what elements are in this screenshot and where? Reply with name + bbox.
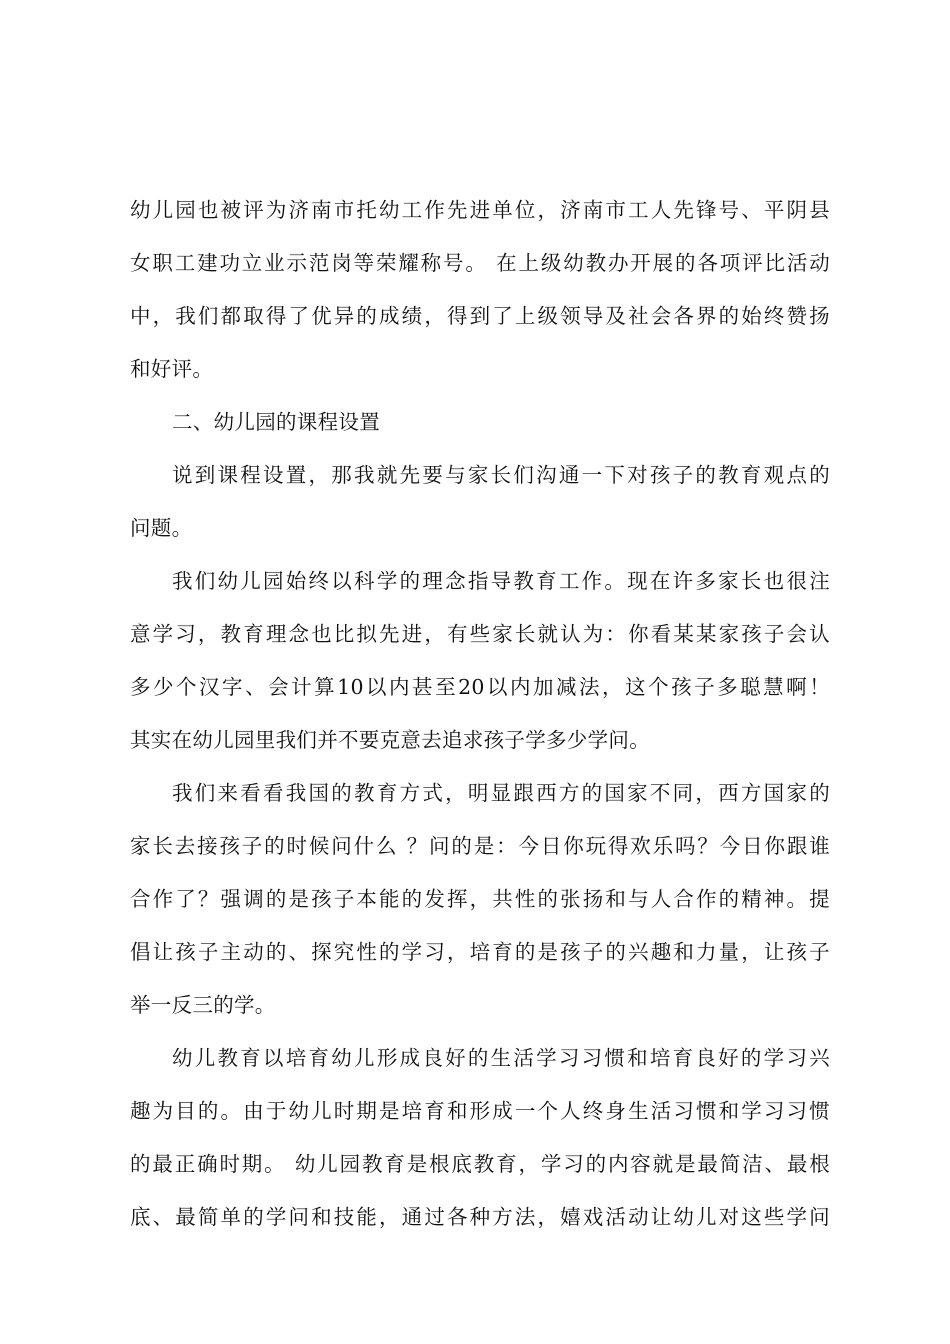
- section-heading: 二、幼儿园的课程设置: [172, 410, 380, 434]
- text-line: 女职工建功立业示范岗等荣耀称号。 在上级幼教办开展的各项评比活动: [130, 251, 830, 275]
- text-line: 意学习，教育理念也比拟先进，有些家长就认为：你看某某家孩子会认: [130, 622, 830, 646]
- text-line: 说到课程设置，那我就先要与家长们沟通一下对孩子的教育观点的: [172, 463, 830, 487]
- text-line: 多少个汉字、会计算10以内甚至20以内加减法，这个孩子多聪慧啊！: [130, 675, 830, 699]
- text-line: 的最正确时期。 幼儿园教育是根底教育，学习的内容就是最简洁、最根: [130, 1152, 830, 1176]
- text-line: 我们幼儿园始终以科学的理念指导教育工作。现在许多家长也很注: [172, 569, 830, 593]
- text-line: 问题。: [130, 516, 193, 540]
- text-line: 我们来看看我国的教育方式，明显跟西方的国家不同，西方国家的: [172, 781, 830, 805]
- text-line: 倡让孩子主动的、探究性的学习，培育的是孩子的兴趣和力量，让孩子: [130, 940, 830, 964]
- text-line: 幼儿教育以培育幼儿形成良好的生活学习习惯和培育良好的学习兴: [172, 1046, 830, 1070]
- text-line: 合作了？强调的是孩子本能的发挥，共性的张扬和与人合作的精神。提: [130, 887, 830, 911]
- text-line: 幼儿园也被评为济南市托幼工作先进单位，济南市工人先锋号、平阴县: [130, 198, 830, 222]
- text-line: 和好评。: [130, 357, 214, 381]
- text-line: 其实在幼儿园里我们并不要克意去追求孩子学多少学问。: [130, 728, 650, 752]
- text-line: 底、最简单的学问和技能，通过各种方法，嬉戏活动让幼儿对这些学问: [130, 1205, 830, 1229]
- text-line: 举一反三的学。: [130, 993, 276, 1017]
- text-line: 趣为目的。由于幼儿时期是培育和形成一个人终身生活习惯和学习习惯: [130, 1099, 830, 1123]
- text-line: 中，我们都取得了优异的成绩，得到了上级领导及社会各界的始终赞扬: [130, 304, 830, 328]
- text-line: 家长去接孩子的时候问什么 ？问的是：今日你玩得欢乐吗？今日你跟谁: [130, 834, 830, 858]
